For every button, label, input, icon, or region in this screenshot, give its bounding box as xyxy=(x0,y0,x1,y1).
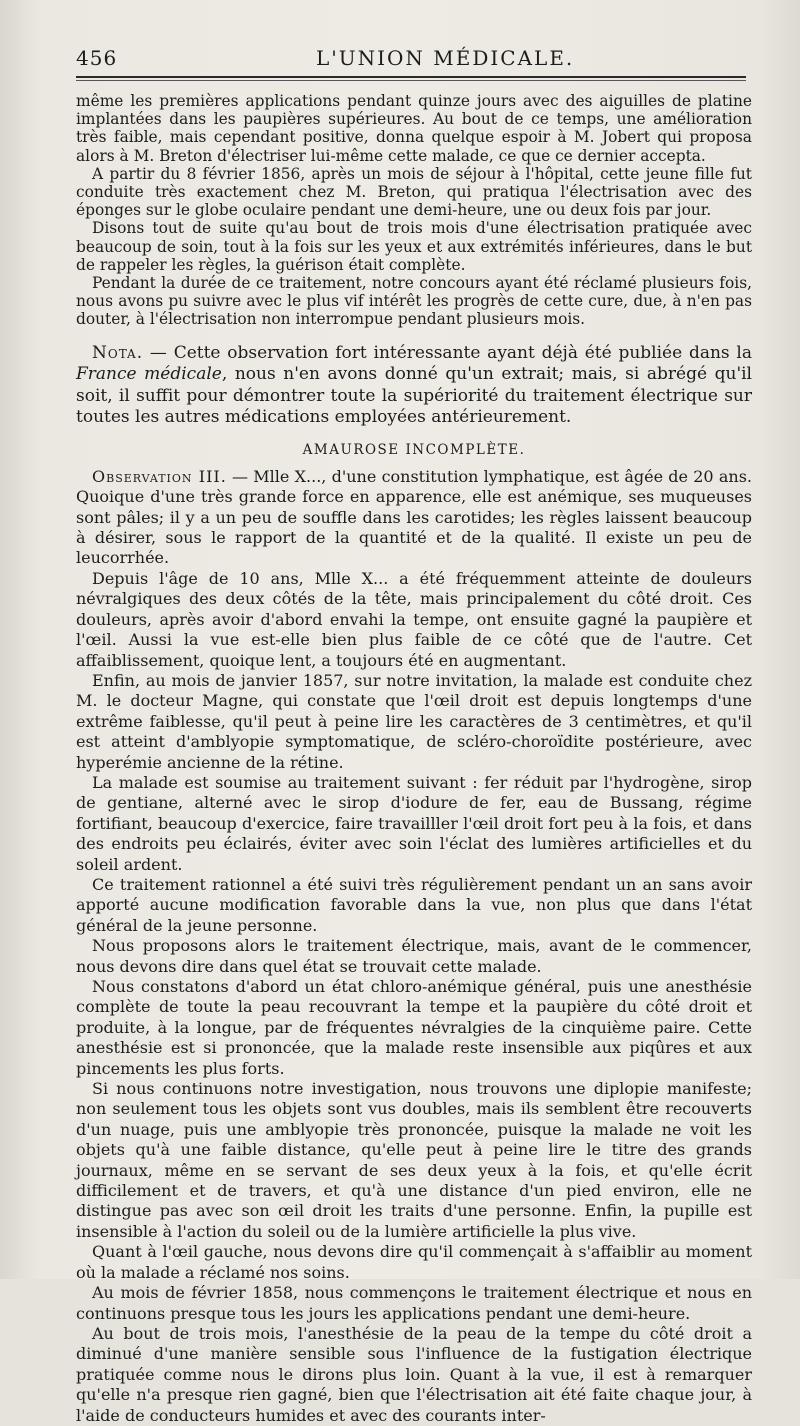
paragraph: Au bout de trois mois, l'anesthésie de la peau de la tempe du côté droit a diminué d'une manière sensible sous l'influence de la fustigation électrique pratiquée comme nous le dirons plus loin. Quant à la vue, il est à remarquer qu'elle n'a presque rien gagné, bien que l'électrisation ait été faite chaque jour, à l'aide de conducteurs humides et avec des courants inter- xyxy=(76,1323,752,1425)
nota-text: — Cette observation fort intéressante ayant déjà été publiée dans la xyxy=(143,342,752,363)
running-title: L'UNION MÉDICALE. xyxy=(316,46,575,70)
observation-label: Observation III. xyxy=(92,466,227,486)
paragraph: La malade est soumise au traitement suivant : fer réduit par l'hydrogène, sirop de gentiane, alterné avec le sirop d'iodure de fer, eau de Bussang, régime fortifiant, beaucoup d'exercice, faire travailller l'œil droit fort peu à la fois, et dans des endroits peu éclairés, éviter avec soin l'éclat des lumières artificielles et du soleil ardent. xyxy=(76,772,752,874)
paragraph: Pendant la durée de ce traitement, notre concours ayant été réclamé plusieurs fois, nous avons pu suivre avec le plus vif intérêt les progrès de cette cure, due, à n'en pas douter, à l'électrisation non interrompue pendant plusieurs mois. xyxy=(76,274,752,329)
paragraph: même les premières applications pendant quinze jours avec des aiguilles de platine implantées dans les paupières supérieures. Au bout de ce temps, une amélioration très faible, mais cependant positive, donna quelque espoir à M. Jobert qui proposa alors à M. Breton d'électriser lui-même cette malade, ce que ce dernier accepta. xyxy=(76,92,752,165)
observation-text: — Mlle X..., d'une constitution lymphatique, est âgée de 20 ans. Quoique d'une très grande force en apparence, elle est anémique, ses muqueuses sont pâles; il y a un peu de souffle dans les carotides; les règles laissent beaucoup à désirer, sous le rapport de la quantité et de la qualité. Il existe un peu de leucorrhée. xyxy=(76,466,752,568)
paragraph: Disons tout de suite qu'au bout de trois mois d'une électrisation pratiquée avec beaucoup de soin, tout à la fois sur les yeux et aux extrémités inférieures, dans le but de rappeler les règles, la guérison était complète. xyxy=(76,219,752,274)
paragraph: Nous constatons d'abord un état chloro-anémique général, puis une anesthésie complète de toute la peau recouvrant la tempe et la paupière du côté droit et produite, à la longue, par de fréquentes névralgies de la cinquième paire. Cette anesthésie est si prononcée, que la malade reste insensible aux piqûres et aux pincements les plus forts. xyxy=(76,977,752,1078)
paragraph: Enfin, au mois de janvier 1857, sur notre invitation, la malade est conduite chez M. le docteur Magne, qui constate que l'œil droit est depuis longtemps d'une extrême faiblesse, qu'il peut à peine lire les caractères de 3 centimètres, et qu'il est atteint d'amblyopie symptomatique, de scléro-choroïdite postérieure, avec hyperémie ancienne de la rétine. xyxy=(76,670,752,772)
section-heading: AMAUROSE INCOMPLÈTE. xyxy=(302,441,526,458)
header-rule xyxy=(76,76,746,78)
nota-text-after: , nous n'en avons donné qu'un extrait; mais, si abrégé qu'il soit, il suffit pour démontrer toute la supériorité du traitement électrique sur toutes les autres médications employées antérieurement. xyxy=(76,364,752,428)
nota-paragraph xyxy=(76,343,752,429)
page-number: 456 xyxy=(76,46,118,70)
paragraph: Nous proposons alors le traitement électrique, mais, avant de le commencer, nous devons dire dans quel état se trouvait cette malade. xyxy=(76,936,752,976)
observation-body xyxy=(76,467,752,1426)
header-rule-thin xyxy=(76,80,746,81)
paragraph: Au mois de février 1858, nous commençons le traitement électrique et nous en continuons presque tous les jours les applications pendant une demi-heure. xyxy=(76,1283,752,1323)
page-header xyxy=(76,42,748,76)
paragraph: Ce traitement rationnel a été suivi très régulièrement pendant un an sans avoir apporté aucune modification favorable dans la vue, non plus que dans l'état général de la jeune personne. xyxy=(76,874,752,935)
paragraph: Si nous continuons notre investigation, nous trouvons une diplopie manifeste; non seulement tous les objets sont vus doubles, mais ils semblent être recouverts d'un nuage, puis une amblyopie très prononcée, puisque la malade ne voit les objets qu'à une faible distance, qu'elle peut à peine lire le titre des grands journaux, même en se servant de ses deux yeux à la fois, et qu'elle écrit difficilement et de travers, et qu'à une distance d'un pied environ, elle ne distingue pas avec son œil droit les traits d'une personne. Enfin, la pupille est insensible à l'action du soleil ou de la lumière artificielle la plus vive. xyxy=(76,1079,752,1241)
paragraph: A partir du 8 février 1856, après un mois de séjour à l'hôpital, cette jeune fille fut conduite très exactement chez M. Breton, qui pratiqua l'électrisation avec des éponges sur le globe oculaire pendant une demi-heure, une ou deux fois par jour. xyxy=(76,164,752,220)
paragraph: Quant à l'œil gauche, nous devons dire qu'il commençait à s'affaiblir au moment où la malade a réclamé nos soins. xyxy=(76,1242,752,1282)
nota-label: Nota. xyxy=(92,342,144,363)
paragraph: Depuis l'âge de 10 ans, Mlle X... a été fréquemment atteinte de douleurs névralgiques des deux côtés de la tête, mais principalement du côté droit. Ces douleurs, après avoir d'abord envahi la tempe, ont ensuite gagné la paupière et l'œil. Aussi la vue est-elle bien plus faible de ce côté que de l'autre. Cet affaiblissement, quoique lent, a toujours été en augmentant. xyxy=(76,568,752,670)
observation-paragraph xyxy=(76,467,752,569)
page-body xyxy=(76,92,752,1426)
nota-journal-title: France médicale xyxy=(76,364,222,385)
